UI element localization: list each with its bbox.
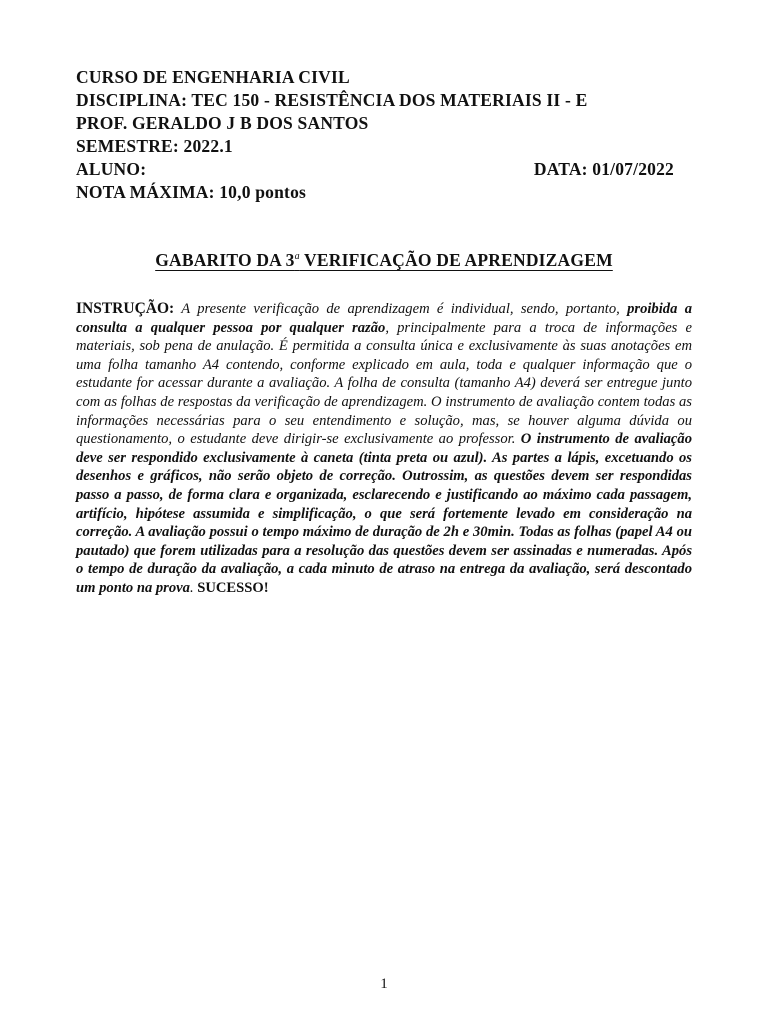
document-title — [76, 245, 692, 272]
course-line — [76, 66, 674, 89]
student-date-line — [76, 158, 674, 181]
title-text — [155, 245, 613, 272]
discipline-name: DISCIPLINA: TEC 150 - RESISTÊNCIA DOS MATERIAIS II - E — [76, 90, 588, 110]
semester: SEMESTRE: 2022.1 — [76, 136, 233, 156]
instruction-closing: SUCESSO! — [197, 579, 269, 596]
title-before: GABARITO DA 3 — [155, 250, 295, 270]
semester-line — [76, 135, 674, 158]
title-superscript: a — [294, 251, 300, 262]
discipline-line — [76, 89, 674, 112]
student-label: ALUNO: — [76, 159, 147, 179]
page-number: 1 — [380, 976, 388, 992]
course-name: CURSO DE ENGENHARIA CIVIL — [76, 67, 350, 87]
instruction-lead: INSTRUÇÃO: — [76, 300, 175, 317]
document-header — [76, 66, 674, 204]
instruction-italic-2: , principalmente para a troca de informações e materiais, sob pena de anulação. É permitida a consulta única e exclusivamente às suas anotações em uma folha tamanho A4 contendo, conforme explicado em aula, toda e qualquer informação que o estudante for acessar durante a avaliação. A folha de consulta (tamanho A4) deverá ser entregue junto com as folhas de respostas da verificação de aprendizagem. O instrumento de avaliação contem todas as informações necessárias para o seu entendimento e solução, mas, se houver alguma dúvida ou questionamento, o estudante deve dirigir-se exclusivamente ao professor. — [76, 319, 693, 448]
instruction-paragraph — [76, 300, 692, 598]
instruction-bold-italic-2: O instrumento de avaliação deve ser respondido exclusivamente à caneta (tinta preta ou azul). As partes a lápis, excetuando os desenhos e gráficos, não serão objeto de correção. Outrossim, as questões devem ser respondidas passo a passo, de forma clara e organizada, esclarecendo e justificando ao máximo cada passagem, artifício, hipótese assumida e simplificação, o que será fortemente levado em consideração na correção. A avaliação possui o tempo máximo de duração de 2h e 30min. Todas as folhas (papel A4 ou pautado) que forem utilizadas para a resolução das questões devem ser assinadas e numeradas. Após o tempo de duração da avaliação, a cada minuto de atraso na entrega da avaliação, será descontado um ponto na prova — [76, 431, 692, 596]
instruction-italic-1: A presente verificação de aprendizagem é individual, sendo, portanto, — [174, 301, 628, 317]
title-after: VERIFICAÇÃO DE APRENDIZAGEM — [299, 250, 613, 270]
max-grade: NOTA MÁXIMA: 10,0 pontos — [76, 182, 307, 202]
instruction-bold-italic-1: proibida a consulta a qualquer pessoa por qualquer razão — [76, 301, 692, 336]
exam-date: DATA: 01/07/2022 — [533, 159, 674, 179]
max-grade-line — [76, 181, 674, 204]
instruction-italic-3: . — [189, 579, 198, 596]
professor-line — [76, 112, 674, 135]
professor-name: PROF. GERALDO J B DOS SANTOS — [76, 113, 369, 133]
